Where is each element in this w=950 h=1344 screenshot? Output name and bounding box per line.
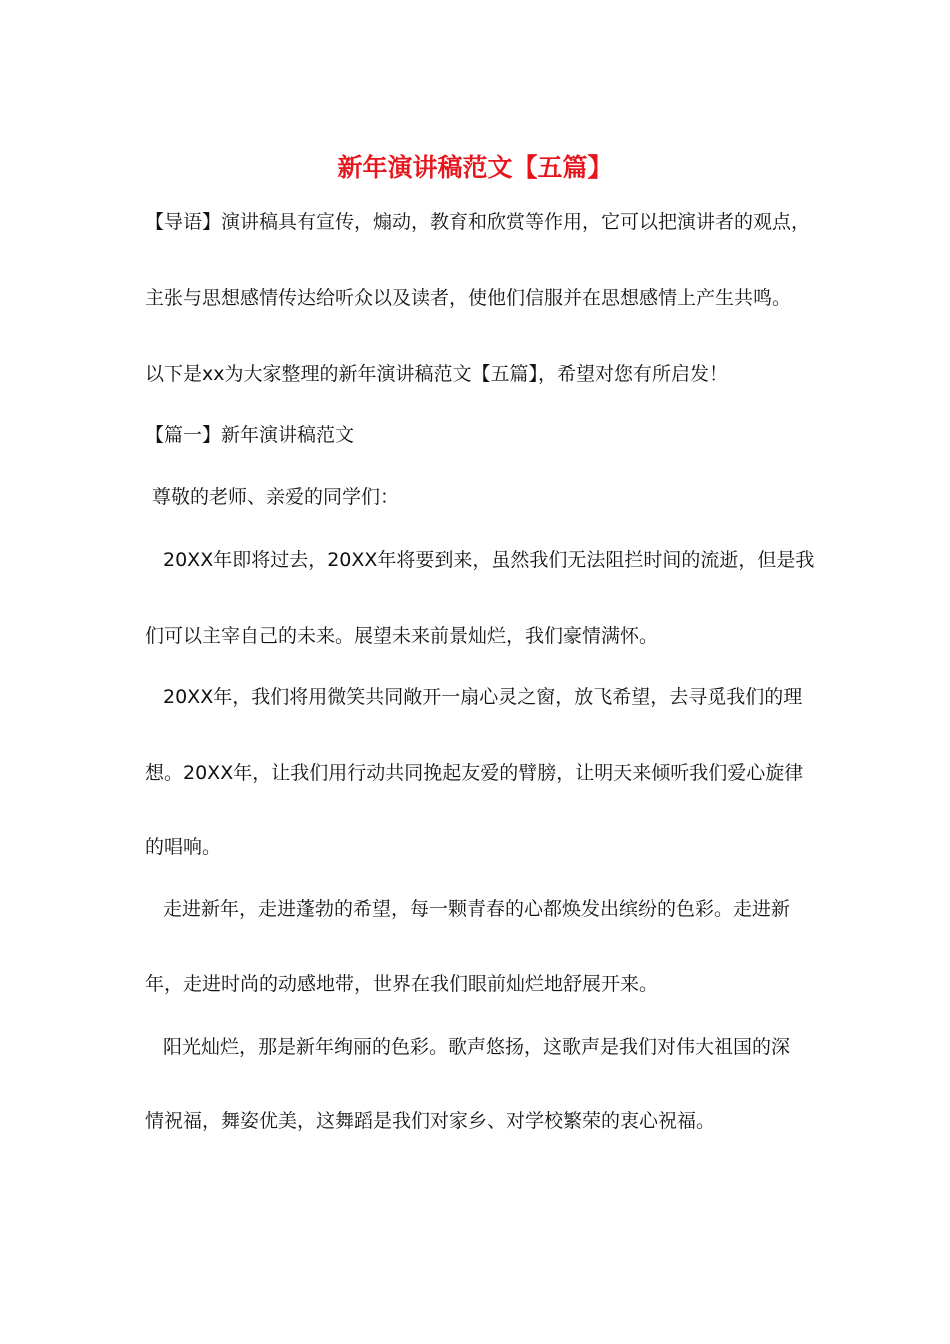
paragraph-1-line-1: 20XX年即将过去，20XX年将要到来，虽然我们无法阻拦时间的流逝，但是我 — [163, 549, 815, 571]
intro-line-2: 主张与思想感情传达给听众以及读者，使他们信服并在思想感情上产生共鸣。 — [145, 287, 792, 309]
paragraph-2-line-3: 的唱响。 — [145, 836, 222, 858]
paragraph-3-line-2: 年，走进时尚的动感地带，世界在我们眼前灿烂地舒展开来。 — [145, 973, 659, 995]
paragraph-3-line-1: 走进新年，走进蓬勃的希望，每一颗青春的心都焕发出缤纷的色彩。走进新 — [163, 898, 791, 920]
paragraph-2-line-1: 20XX年，我们将用微笑共同敞开一扇心灵之窗，放飞希望，去寻觅我们的理 — [163, 686, 803, 708]
section-heading: 【篇一】新年演讲稿范文 — [145, 424, 355, 446]
document-title: 新年演讲稿范文【五篇】 — [337, 153, 613, 182]
paragraph-1-line-2: 们可以主宰自己的未来。展望未来前景灿烂，我们豪情满怀。 — [145, 625, 659, 647]
paragraph-2-line-2: 想。20XX年，让我们用行动共同挽起友爱的臂膀，让明天来倾听我们爱心旋律 — [145, 762, 804, 784]
intro-line-1: 【导语】演讲稿具有宣传，煽动，教育和欣赏等作用，它可以把演讲者的观点， — [145, 211, 811, 233]
paragraph-4-line-1: 阳光灿烂，那是新年绚丽的色彩。歌声悠扬，这歌声是我们对伟大祖国的深 — [163, 1036, 791, 1058]
intro-line-3: 以下是xx为大家整理的新年演讲稿范文【五篇】，希望对您有所启发！ — [145, 363, 728, 385]
paragraph-4-line-2: 情祝福，舞姿优美，这舞蹈是我们对家乡、对学校繁荣的衷心祝福。 — [145, 1110, 716, 1132]
salutation: 尊敬的老师、亲爱的同学们： — [152, 486, 400, 508]
